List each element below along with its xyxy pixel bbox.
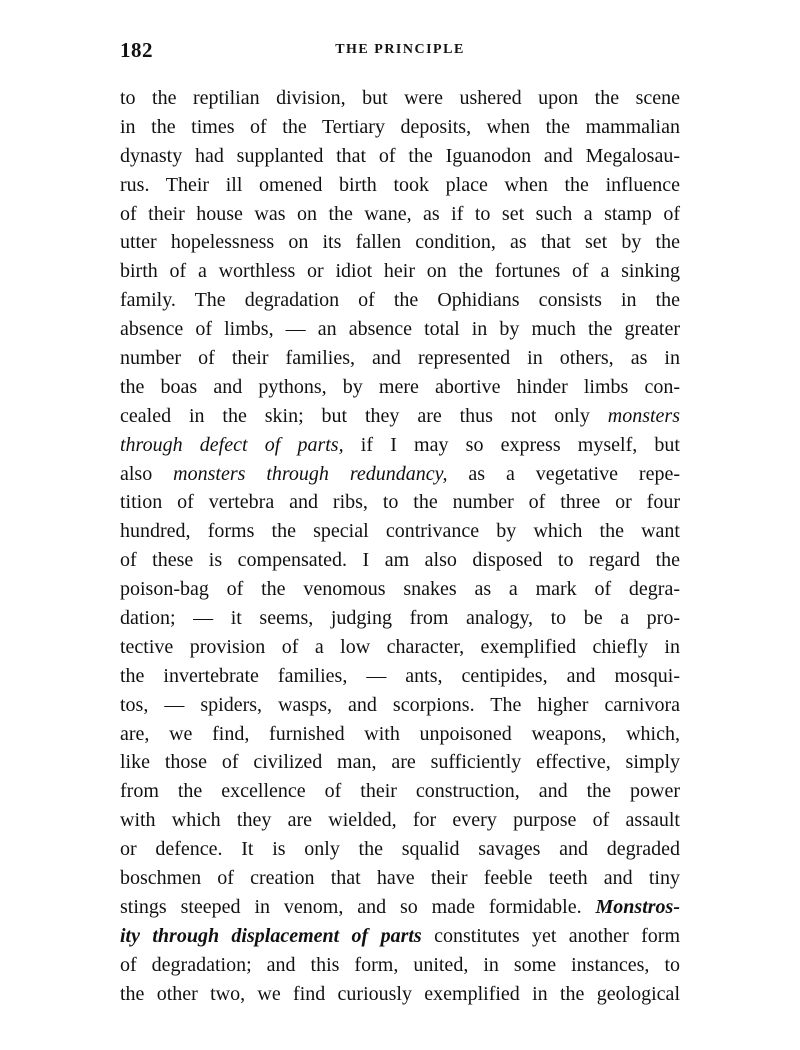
text-run: like those of civilized man, are sufficiently effective, simply	[120, 751, 680, 774]
running-title: THE PRINCIPLE	[335, 42, 465, 57]
emphasis-text: monsters through redundancy,	[173, 462, 448, 485]
text-line	[120, 633, 680, 662]
emphasis-text: Monstros-	[595, 895, 680, 918]
text-line	[120, 546, 680, 575]
text-run: dation; — it seems, judging from analogy, to be a pro-	[120, 607, 680, 630]
text-run: number of their families, and represented in others, as in	[120, 347, 680, 370]
text-run: to the reptilian division, but were ushered upon the scene	[120, 87, 680, 109]
text-run: tective provision of a low character, exemplified chiefly in	[120, 635, 680, 658]
text-line	[120, 720, 680, 749]
text-line	[120, 575, 680, 604]
text-line	[120, 315, 680, 344]
emphasis-text: ity through displacement of parts	[120, 924, 422, 947]
text-run: with which they are wielded, for every purpose of assault	[120, 809, 680, 832]
text-run: the invertebrate families, — ants, centipides, and mosqui-	[120, 664, 680, 687]
text-run: birth of a worthless or idiot heir on the fortunes of a sinking	[120, 260, 680, 283]
text-line	[120, 402, 680, 431]
text-line	[120, 806, 680, 835]
text-line	[120, 488, 680, 517]
text-run: of these is compensated. I am also disposed to regard the	[120, 549, 680, 572]
text-line	[120, 777, 680, 806]
text-line	[120, 691, 680, 720]
text-run: or defence. It is only the squalid savages and degraded	[120, 838, 680, 861]
text-line	[120, 142, 680, 171]
emphasis-text: monsters	[607, 404, 680, 427]
text-line	[120, 84, 680, 113]
text-line	[120, 604, 680, 633]
text-run: constitutes yet another form	[421, 924, 681, 947]
text-run: cealed in the skin; but they are thus not only	[120, 404, 608, 427]
text-run: of their house was on the wane, as if to set such a stamp of	[120, 202, 680, 225]
text-line	[120, 864, 680, 893]
text-line	[120, 113, 680, 142]
text-line	[120, 951, 680, 980]
text-line	[120, 517, 680, 546]
text-run: if I may so express myself, but	[343, 433, 680, 456]
text-line	[120, 286, 680, 315]
emphasis-text: through defect of parts,	[120, 433, 344, 456]
text-line	[120, 980, 680, 1009]
text-run: hundred, forms the special contrivance by which the want	[120, 520, 680, 543]
text-run: as a vegetative repe-	[447, 462, 681, 485]
text-run: also	[120, 462, 174, 485]
text-line	[120, 228, 680, 257]
text-line	[120, 257, 680, 286]
text-line	[120, 893, 680, 922]
text-line	[120, 373, 680, 402]
text-run: boschmen of creation that have their feeble teeth and tiny	[120, 867, 680, 890]
text-line	[120, 922, 680, 951]
text-run: dynasty had supplanted that of the Iguanodon and Megalosau-	[120, 144, 680, 167]
text-line	[120, 748, 680, 777]
text-run: the other two, we find curiously exemplified in the geological	[120, 982, 680, 1005]
text-line	[120, 662, 680, 691]
text-run: utter hopelessness on its fallen condition, as that set by the	[120, 231, 680, 254]
text-line	[120, 200, 680, 229]
text-line	[120, 431, 680, 460]
text-run: absence of limbs, — an absence total in by much the greater	[120, 318, 680, 341]
text-line	[120, 835, 680, 864]
text-run: the boas and pythons, by mere abortive hinder limbs con-	[120, 375, 680, 398]
text-run: stings steeped in venom, and so made formidable.	[120, 895, 596, 918]
body-text	[120, 84, 680, 1009]
text-run: family. The degradation of the Ophidians consists in the	[120, 289, 680, 312]
text-run: in the times of the Tertiary deposits, when the mammalian	[120, 115, 680, 138]
text-run: rus. Their ill omened birth took place when the influence	[120, 173, 680, 196]
text-line	[120, 344, 680, 373]
page-number: 182	[120, 38, 153, 62]
text-run: tos, — spiders, wasps, and scorpions. The higher carnivora	[120, 693, 680, 716]
text-line	[120, 460, 680, 489]
page-header	[120, 38, 680, 62]
text-run: from the excellence of their construction, and the power	[120, 780, 680, 803]
text-run: are, we find, furnished with unpoisoned weapons, which,	[120, 722, 680, 745]
text-run: tition of vertebra and ribs, to the number of three or four	[120, 491, 680, 514]
text-line	[120, 171, 680, 200]
text-run: of degradation; and this form, united, in some instances, to	[120, 953, 680, 976]
text-run: poison-bag of the venomous snakes as a mark of degra-	[120, 578, 680, 601]
